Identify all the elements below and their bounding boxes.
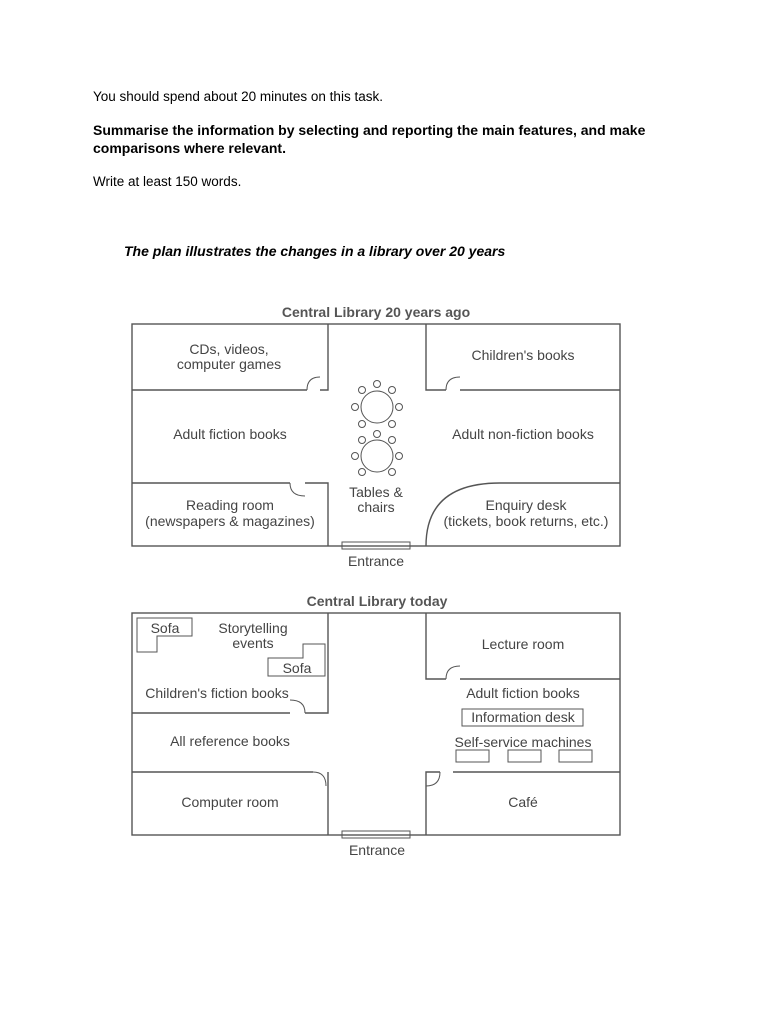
- entrance-label-past: Entrance: [347, 553, 405, 569]
- label-storytelling-line2: events: [232, 635, 274, 651]
- instruction-time: You should spend about 20 minutes on this task.: [93, 89, 383, 104]
- label-adult-fiction-past: Adult fiction books: [173, 426, 287, 442]
- label-childrens-books: Children's books: [471, 347, 575, 363]
- label-childrens-fiction: Children's fiction books: [145, 685, 289, 701]
- label-sofa-1: Sofa: [150, 620, 180, 636]
- label-cds-line2: computer games: [176, 356, 282, 372]
- instruction-task: [93, 121, 693, 157]
- label-sofa-2: Sofa: [282, 660, 312, 676]
- plan-past: [0, 295, 768, 585]
- label-cds-line1: CDs, videos,: [189, 341, 269, 357]
- door-computer-room: [313, 772, 326, 786]
- tables-and-chairs-icon: [352, 381, 403, 476]
- door-childrens-room: [446, 377, 460, 390]
- instruction-task-line1: Summarise the information by selecting and reporting the main features, and make: [93, 122, 646, 138]
- label-adult-nonfiction: Adult non-fiction books: [452, 426, 594, 442]
- door-lecture-room: [446, 666, 460, 679]
- plan-today: [0, 585, 768, 865]
- label-self-service-machines: Self-service machines: [454, 734, 592, 750]
- label-information-desk: Information desk: [471, 709, 575, 725]
- label-enquiry-line1: Enquiry desk: [485, 497, 567, 513]
- instruction-word-count: Write at least 150 words.: [93, 174, 242, 189]
- entrance-label-today: Entrance: [348, 842, 406, 858]
- instruction-task-line2: comparisons where relevant.: [93, 140, 286, 156]
- label-tables-line1: Tables &: [349, 484, 403, 500]
- label-reading-room-line1: Reading room: [186, 497, 274, 513]
- self-service-machine-icon-3: [559, 750, 592, 762]
- label-computer-room: Computer room: [181, 794, 279, 810]
- door-reading-room: [290, 483, 305, 496]
- plan-past-title: Central Library 20 years ago: [281, 304, 471, 320]
- label-adult-fiction-today: Adult fiction books: [466, 685, 580, 701]
- plan-today-title: Central Library today: [306, 593, 448, 609]
- door-cafe: [426, 772, 440, 786]
- label-reading-room-line2: (newspapers & magazines): [145, 513, 315, 529]
- self-service-machine-icon-1: [456, 750, 489, 762]
- label-tables-line2: chairs: [357, 499, 395, 515]
- label-lecture-room: Lecture room: [481, 636, 565, 652]
- label-storytelling-line1: Storytelling: [218, 620, 288, 636]
- door-cds-room: [307, 377, 320, 390]
- plan-caption: The plan illustrates the changes in a library over 20 years: [124, 243, 506, 259]
- label-all-reference: All reference books: [170, 733, 290, 749]
- self-service-machine-icon-2: [508, 750, 541, 762]
- door-storytelling-room: [290, 700, 305, 713]
- label-enquiry-line2: (tickets, book returns, etc.): [443, 513, 609, 529]
- label-cafe: Café: [508, 794, 538, 810]
